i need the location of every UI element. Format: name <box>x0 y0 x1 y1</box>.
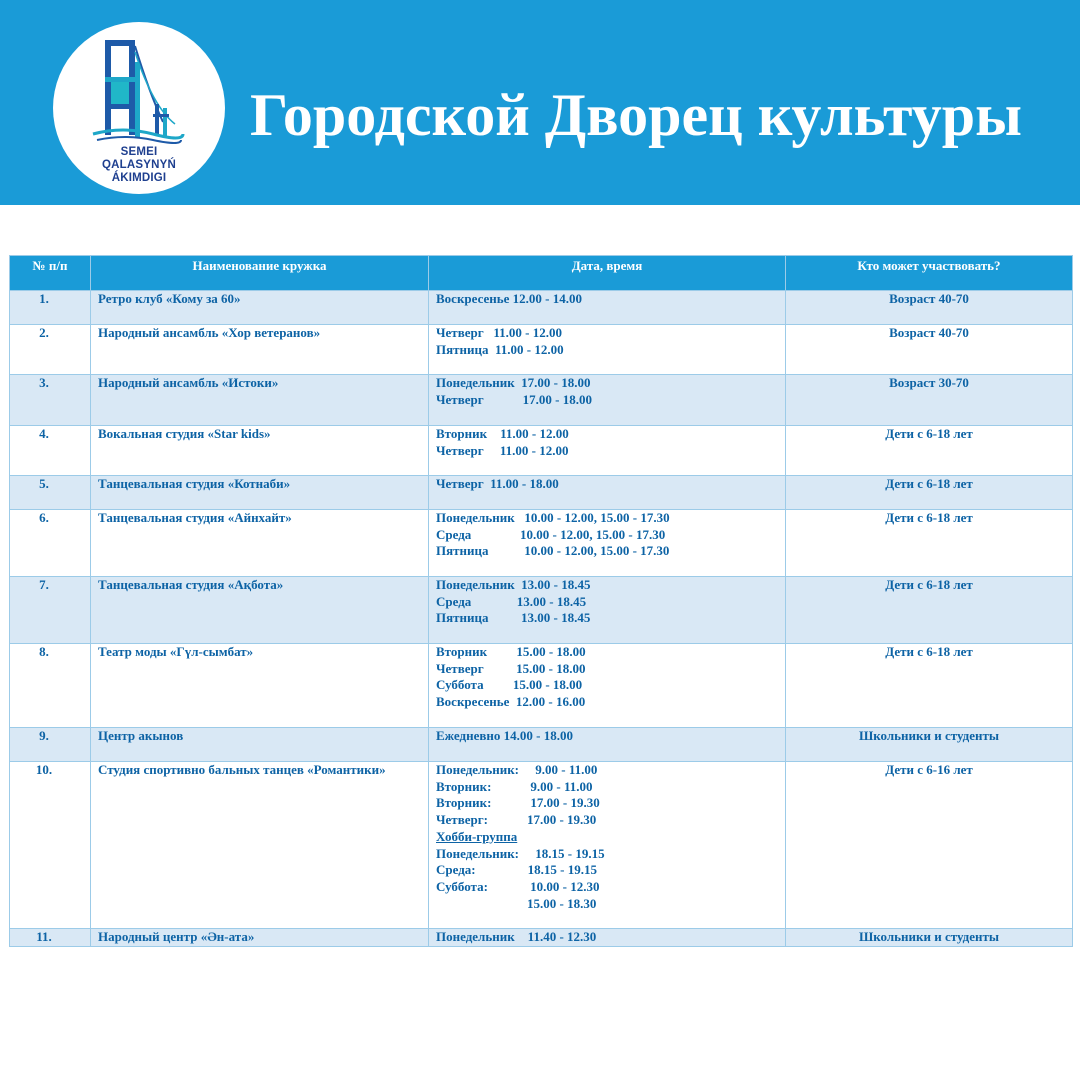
schedule-line: Понедельник 10.00 - 12.00, 15.00 - 17.30 <box>436 510 670 525</box>
row-number: 10. <box>10 762 91 929</box>
club-name: Танцевальная студия «Ақбота» <box>91 577 429 644</box>
schedule-line: Среда 10.00 - 12.00, 15.00 - 17.30 <box>436 526 666 542</box>
row-number: 8. <box>10 644 91 728</box>
club-name: Танцевальная студия «Айнхайт» <box>91 510 429 577</box>
table-row <box>10 325 1073 375</box>
schedule-line: Среда: 18.15 - 19.15 <box>436 862 597 878</box>
club-participants: Дети с 6-18 лет <box>786 577 1073 644</box>
column-header-schedule: Дата, время <box>429 256 786 291</box>
column-header-number: № п/п <box>10 256 91 291</box>
club-participants: Возраст 40-70 <box>786 325 1073 375</box>
schedule-line: Понедельник: 18.15 - 19.15 <box>436 845 605 861</box>
club-schedule <box>429 426 786 476</box>
club-schedule <box>429 929 786 947</box>
schedule-line: Понедельник 13.00 - 18.45 <box>436 577 591 592</box>
row-number: 3. <box>10 375 91 426</box>
schedule-line: Четверг 15.00 - 18.00 <box>436 660 586 676</box>
table-row <box>10 728 1073 762</box>
schedule-line: Вторник: 17.00 - 19.30 <box>436 795 600 811</box>
schedule-line: Вторник: 9.00 - 11.00 <box>436 778 593 794</box>
club-participants: Школьники и студенты <box>786 929 1073 947</box>
club-participants: Возраст 30-70 <box>786 375 1073 426</box>
club-name: Центр акынов <box>91 728 429 762</box>
club-name: Народный ансамбль «Истоки» <box>91 375 429 426</box>
club-participants: Дети с 6-16 лет <box>786 762 1073 929</box>
schedule-line: Четверг: 17.00 - 19.30 <box>436 812 597 828</box>
club-schedule <box>429 375 786 426</box>
club-schedule <box>429 577 786 644</box>
table-row <box>10 644 1073 728</box>
club-participants: Дети с 6-18 лет <box>786 476 1073 510</box>
hobby-group-label: Хобби-группа <box>436 828 518 844</box>
schedule-line: Вторник 15.00 - 18.00 <box>436 644 586 659</box>
table-row <box>10 426 1073 476</box>
club-schedule <box>429 291 786 325</box>
club-name: Народный ансамбль «Хор ветеранов» <box>91 325 429 375</box>
table-row <box>10 929 1073 947</box>
row-number: 5. <box>10 476 91 510</box>
club-participants: Дети с 6-18 лет <box>786 426 1073 476</box>
table-row <box>10 291 1073 325</box>
table-row <box>10 375 1073 426</box>
schedule-line: Четверг 11.00 - 12.00 <box>436 442 569 458</box>
city-akimat-logo <box>53 22 225 194</box>
schedule-line: Четверг 11.00 - 18.00 <box>436 476 559 491</box>
schedule-line: Среда 13.00 - 18.45 <box>436 593 587 609</box>
row-number: 2. <box>10 325 91 375</box>
logo-text-line-3: ÁKIMDIGI <box>111 172 167 184</box>
schedule-line: Пятница 13.00 - 18.45 <box>436 610 591 626</box>
club-schedule <box>429 762 786 929</box>
schedule-line: Вторник 11.00 - 12.00 <box>436 426 569 441</box>
club-name: Народный центр «Ән-ата» <box>91 929 429 947</box>
club-name: Ретро клуб «Кому за 60» <box>91 291 429 325</box>
row-number: 7. <box>10 577 91 644</box>
schedule-line: Ежедневно 14.00 - 18.00 <box>436 728 573 743</box>
club-schedule <box>429 325 786 375</box>
page-title: Городской Дворец культуры <box>250 82 1022 148</box>
schedule-line: Понедельник: 9.00 - 11.00 <box>436 762 598 777</box>
header-banner <box>0 0 1080 205</box>
logo-text-line-1: SEMEI <box>120 146 158 158</box>
club-name: Театр моды «Гүл-сымбат» <box>91 644 429 728</box>
schedule-line: Понедельник 11.40 - 12.30 <box>436 929 597 944</box>
table-header-row <box>10 256 1073 291</box>
schedule-line: Воскресенье 12.00 - 14.00 <box>436 291 583 306</box>
row-number: 1. <box>10 291 91 325</box>
row-number: 6. <box>10 510 91 577</box>
row-number: 9. <box>10 728 91 762</box>
schedule-line: Четверг 11.00 - 12.00 <box>436 325 562 340</box>
club-schedule <box>429 728 786 762</box>
schedule-line: Понедельник 17.00 - 18.00 <box>436 375 591 390</box>
schedule-line: 15.00 - 18.30 <box>436 895 597 911</box>
club-name: Вокальная студия «Star kids» <box>91 426 429 476</box>
column-header-name: Наименование кружка <box>91 256 429 291</box>
club-name: Танцевальная студия «Котнаби» <box>91 476 429 510</box>
table-row <box>10 476 1073 510</box>
table-row <box>10 577 1073 644</box>
club-schedule <box>429 476 786 510</box>
column-header-participants: Кто может участвовать? <box>786 256 1073 291</box>
club-participants: Дети с 6-18 лет <box>786 510 1073 577</box>
schedule-line: Пятница 10.00 - 12.00, 15.00 - 17.30 <box>436 543 670 559</box>
row-number: 4. <box>10 426 91 476</box>
schedule-line: Воскресенье 12.00 - 16.00 <box>436 694 586 710</box>
clubs-table <box>9 255 1073 947</box>
club-participants: Школьники и студенты <box>786 728 1073 762</box>
schedule-line: Четверг 17.00 - 18.00 <box>436 391 592 407</box>
schedule-line: Пятница 11.00 - 12.00 <box>436 341 564 357</box>
club-participants: Возраст 40-70 <box>786 291 1073 325</box>
schedule-line: Суббота: 10.00 - 12.30 <box>436 878 600 894</box>
club-name: Студия спортивно бальных танцев «Романтики» <box>91 762 429 929</box>
table-row <box>10 762 1073 929</box>
club-schedule <box>429 510 786 577</box>
schedule-line: Суббота 15.00 - 18.00 <box>436 677 583 693</box>
club-schedule <box>429 644 786 728</box>
club-participants: Дети с 6-18 лет <box>786 644 1073 728</box>
row-number: 11. <box>10 929 91 947</box>
table-row <box>10 510 1073 577</box>
logo-text-line-2: QALASYNYŃ <box>101 159 176 171</box>
